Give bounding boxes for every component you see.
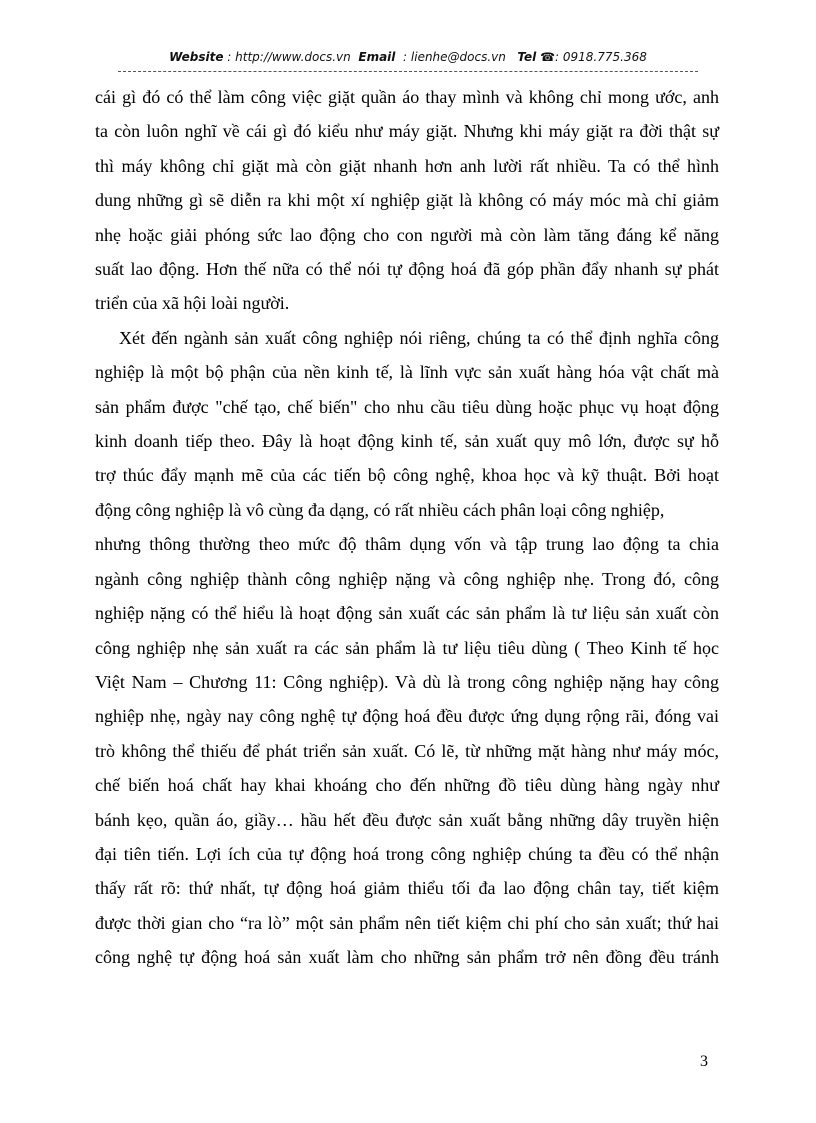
text-line: thì máy không chỉ giặt mà còn giặt nhanh hơn anh lười rất nhiều. Ta có thể hình xyxy=(95,155,719,176)
text-line: sản phẩm được "chế tạo, chế biến" cho nhu cầu tiêu dùng hoặc phục vụ hoạt động xyxy=(95,396,719,417)
text-line: thấy rất rõ: thứ nhất, tự động hoá giảm thiểu tối đa lao động chân tay, tiết kiệm xyxy=(95,878,719,899)
text-line: đại tiên tiến. Lợi ích của tự động hoá trong công nghiệp chúng ta đều có thể nhận xyxy=(95,843,719,864)
page-header xyxy=(0,50,816,64)
text-line: nhẹ hoặc giải phóng sức lao động cho con người mà còn làm tăng đáng kể năng xyxy=(95,224,719,245)
text-line: chế biến hoá chất hay khai khoáng cho đến những đồ tiêu dùng hàng ngày như xyxy=(95,775,719,796)
text-line: nghiệp là một bộ phận của nền kinh tế, là lĩnh vực sản xuất hàng hóa vật chất mà xyxy=(95,362,719,383)
text-line: Xét đến ngành sản xuất công nghiệp nói riêng, chúng ta có thể định nghĩa công xyxy=(119,327,719,348)
text-line: nghiệp nặng có thể hiểu là hoạt động sản xuất các sản phẩm là tư liệu sản xuất còn xyxy=(95,603,719,624)
tel-label: Tel xyxy=(517,50,537,64)
tel-value: : 0918.775.368 xyxy=(555,50,647,64)
text-line: Việt Nam – Chương 11: Công nghiệp). Và dù là trong công nghiệp nặng hay công xyxy=(95,671,719,692)
text-line: được thời gian cho “ra lò” một sản phẩm nên tiết kiệm chi phí cho sản xuất; thứ hai xyxy=(95,912,719,933)
website-label: Website xyxy=(169,50,224,64)
email-label: Email xyxy=(358,50,396,64)
header-divider xyxy=(118,71,698,72)
text-line: động công nghiệp là vô cùng đa dạng, có rất nhiều cách phân loại công nghiệp, xyxy=(95,499,665,520)
text-line: nghiệp nhẹ, ngày nay công nghệ tự động hoá đều được ứng dụng rộng rãi, đóng vai xyxy=(95,706,719,727)
website-value: : http://www.docs.vn xyxy=(227,50,351,64)
body-text xyxy=(95,80,719,975)
text-line: triển của xã hội loài người. xyxy=(95,293,290,314)
text-line: bánh kẹo, quần áo, giầy… hầu hết đều được sản xuất bằng những dây truyền hiện xyxy=(95,809,719,830)
text-line: công nghệ tự động hoá sản xuất làm cho những sản phẩm trở nên đồng đều tránh xyxy=(95,947,719,968)
text-line: ta còn luôn nghĩ về cái gì đó kiểu như máy giặt. Nhưng khi máy giặt ra đời thật sự xyxy=(95,121,719,142)
text-line: dung những gì sẽ diễn ra khi một xí nghiệp giặt là không có máy móc mà chỉ giảm xyxy=(95,190,719,211)
text-line: trợ thúc đẩy mạnh mẽ của các tiến bộ công nghệ, khoa học và kỹ thuật. Bởi hoạt xyxy=(95,465,719,486)
page-number: 3 xyxy=(700,1053,708,1070)
text-line: công nghiệp nhẹ sản xuất ra các sản phẩm là tư liệu tiêu dùng ( Theo Kinh tế học xyxy=(95,637,719,658)
email-value: : lienhe@docs.vn xyxy=(403,50,506,64)
text-line: kinh doanh tiếp theo. Đây là hoạt động kinh tế, sản xuất quy mô lớn, được sự hỗ xyxy=(95,431,719,452)
text-line: ngành công nghiệp thành công nghiệp nặng và công nghiệp nhẹ. Trong đó, công xyxy=(95,568,719,589)
text-line: suất lao động. Hơn thế nữa có thể nói tự động hoá đã góp phần đẩy nhanh sự phát xyxy=(95,259,719,280)
phone-icon: ☎ xyxy=(540,50,556,64)
text-line: nhưng thông thường theo mức độ thâm dụng vốn và tập trung lao động ta chia xyxy=(95,534,719,555)
text-line: trò không thể thiếu để phát triển sản xuất. Có lẽ, từ những mặt hàng như máy móc, xyxy=(95,740,719,761)
text-line: cái gì đó có thể làm công việc giặt quần áo thay mình và không chỉ mong ước, anh xyxy=(95,87,719,107)
